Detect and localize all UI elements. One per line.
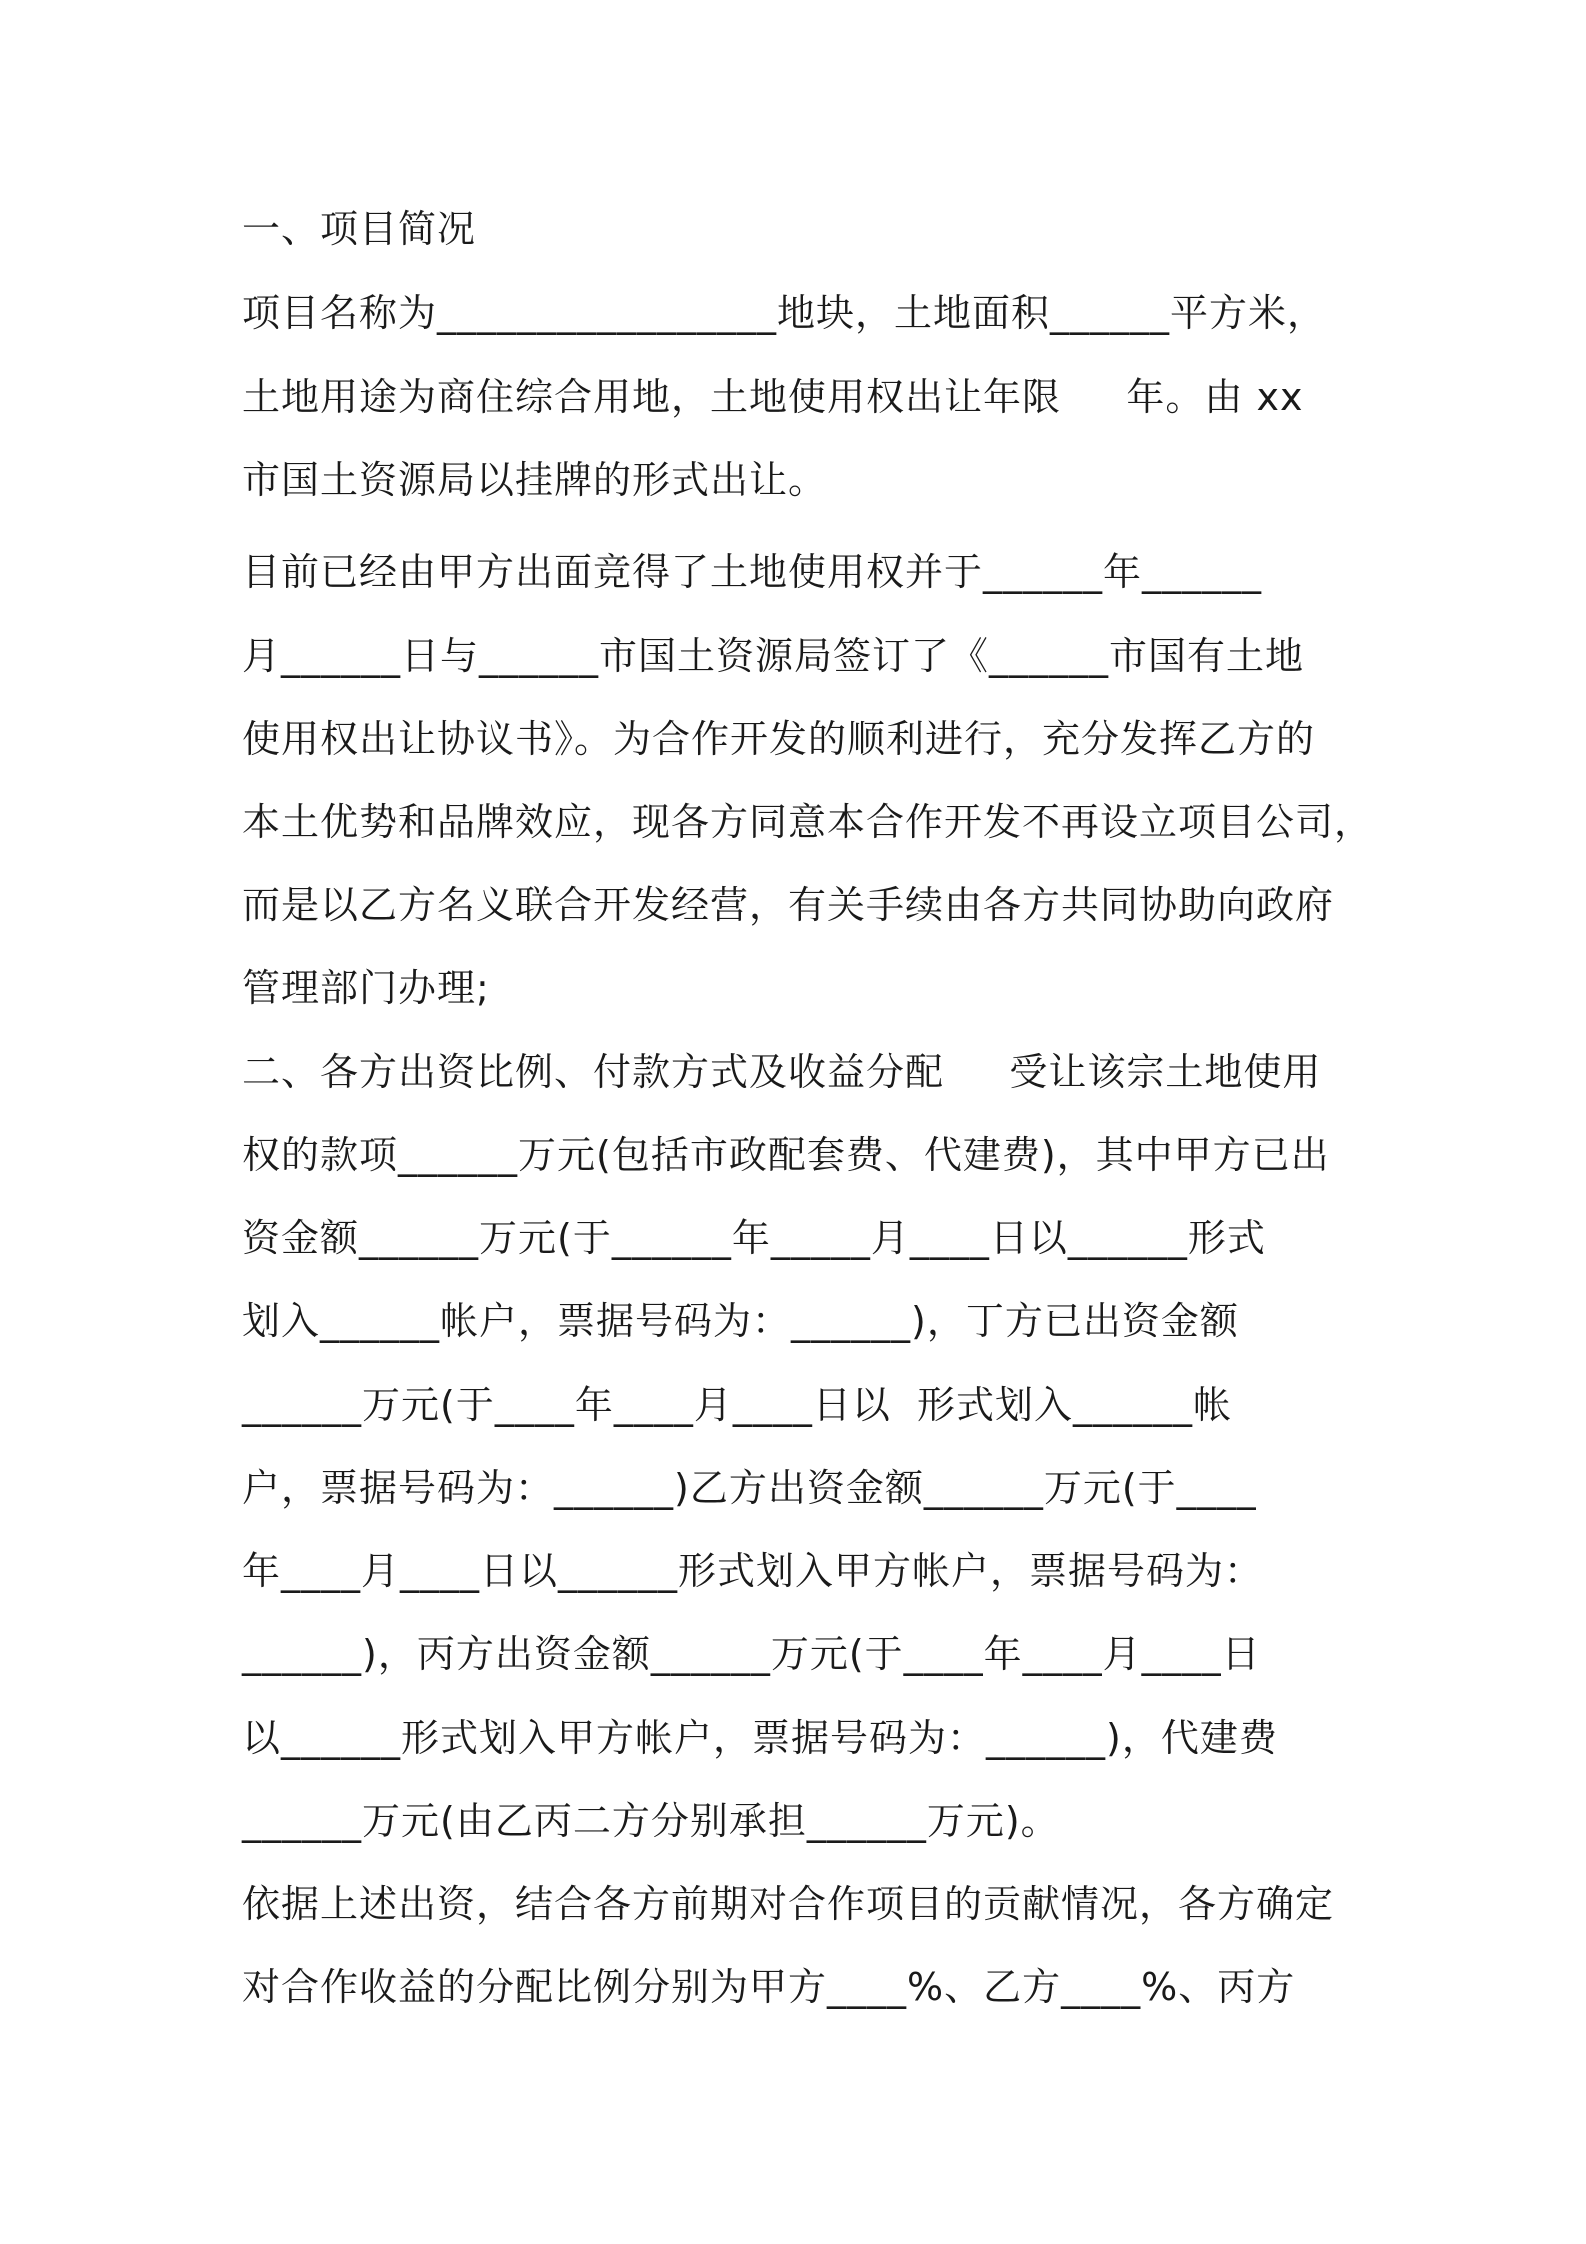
paragraph-line: 使用权出让协议书》。为合作开发的顺利进行，充分发挥乙方的 bbox=[242, 717, 1316, 761]
paragraph-line: ______)，丙方出资金额______万元(于____年____月____日 bbox=[242, 1632, 1261, 1676]
paragraph-line: 市国土资源局以挂牌的形式出让。 bbox=[242, 458, 828, 502]
paragraph-line: 对合作收益的分配比例分别为甲方____%、乙方____%、丙方 bbox=[242, 1965, 1296, 2009]
paragraph-line: 而是以乙方名义联合开发经营，有关手续由各方共同协助向政府 bbox=[242, 883, 1335, 927]
paragraph-line: 资金额______万元(于______年_____月____日以______形式 bbox=[242, 1216, 1266, 1260]
paragraph-line: 以______形式划入甲方帐户，票据号码为：______)，代建费 bbox=[242, 1716, 1278, 1760]
paragraph-line: 户，票据号码为：______)乙方出资金额______万元(于____ bbox=[242, 1466, 1257, 1510]
paragraph-line: 月______日与______市国土资源局签订了《______市国有土地 bbox=[242, 634, 1305, 678]
paragraph-line: 年____月____日以______形式划入甲方帐户，票据号码为： bbox=[242, 1549, 1264, 1593]
paragraph-line: 本土优势和品牌效应，现各方同意本合作开发不再设立项目公司， bbox=[242, 800, 1374, 844]
paragraph-line: 项目名称为_________________地块，土地面积______平方米， bbox=[242, 291, 1327, 335]
paragraph-line: 依据上述出资，结合各方前期对合作项目的贡献情况，各方确定 bbox=[242, 1882, 1335, 1926]
paragraph-line: 目前已经由甲方出面竞得了土地使用权并于______年______ bbox=[242, 550, 1263, 594]
paragraph-line: 权的款项______万元(包括市政配套费、代建费)，其中甲方已出 bbox=[242, 1133, 1330, 1177]
section-heading: 二、各方出资比例、付款方式及收益分配 受让该宗土地使用 bbox=[242, 1050, 1322, 1094]
section-heading: 一、项目简况 bbox=[242, 207, 477, 251]
paragraph-line: 管理部门办理; bbox=[242, 966, 490, 1010]
paragraph-line: ______万元(由乙丙二方分别承担______万元)。 bbox=[242, 1799, 1060, 1843]
paragraph-line: 土地用途为商住综合用地，土地使用权出让年限 年。由 xx bbox=[242, 375, 1304, 419]
paragraph-line: ______万元(于____年____月____日以 形式划入______帐 bbox=[242, 1383, 1232, 1427]
paragraph-line: 划入______帐户，票据号码为：______)，丁方已出资金额 bbox=[242, 1299, 1239, 1343]
